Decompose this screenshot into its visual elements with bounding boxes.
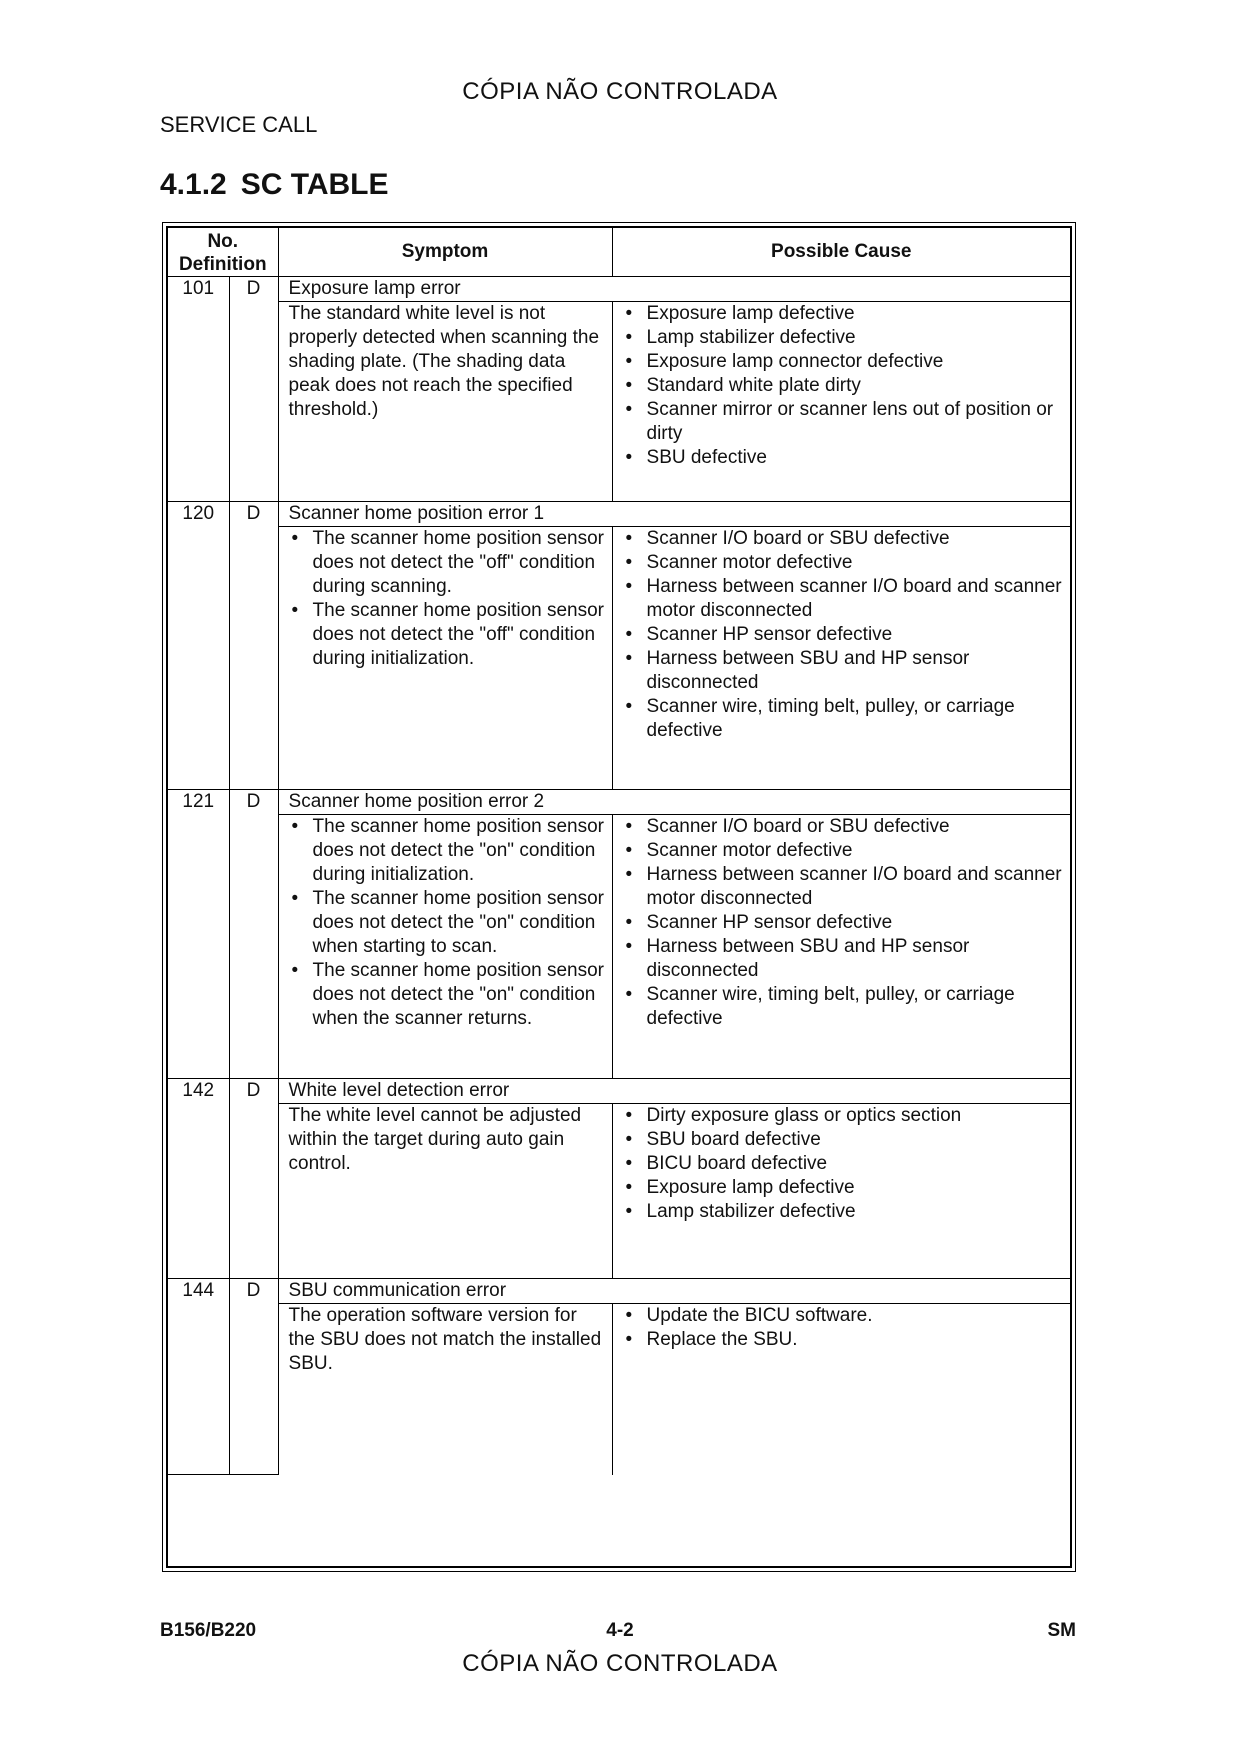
list-item: • Exposure lamp defective bbox=[623, 1176, 1064, 1200]
cause-list bbox=[623, 815, 1064, 1031]
list-item: • Scanner HP sensor defective bbox=[623, 623, 1064, 647]
header-symptom: Symptom bbox=[278, 228, 612, 277]
symptom-cell: The operation software version for the SBU does not match the installed SBU. bbox=[278, 1304, 612, 1475]
list-item: • BICU board defective bbox=[623, 1152, 1064, 1176]
cause-cell bbox=[612, 1104, 1070, 1279]
sc-title: Scanner home position error 2 bbox=[278, 790, 1070, 815]
list-item: • Scanner wire, timing belt, pulley, or carriage defective bbox=[623, 983, 1064, 1031]
cause-list bbox=[623, 527, 1064, 743]
table-row-detail bbox=[168, 1304, 1070, 1475]
sc-code: 121 bbox=[168, 790, 229, 1079]
cause-list bbox=[623, 302, 1064, 470]
section-header: SERVICE CALL bbox=[160, 112, 318, 137]
list-item: • Lamp stabilizer defective bbox=[623, 326, 1064, 350]
list-item: • Scanner mirror or scanner lens out of position or dirty bbox=[623, 398, 1064, 446]
page-title-text: SC TABLE bbox=[240, 168, 389, 201]
list-item: • Scanner motor defective bbox=[623, 551, 1064, 575]
cause-cell bbox=[612, 302, 1070, 502]
list-item: • Lamp stabilizer defective bbox=[623, 1200, 1064, 1224]
sc-title: Scanner home position error 1 bbox=[278, 502, 1070, 527]
list-item: • The scanner home position sensor does not detect the "off" condition during initialization. bbox=[289, 599, 606, 671]
list-item: • Harness between SBU and HP sensor disconnected bbox=[623, 647, 1064, 695]
table-header-row bbox=[168, 228, 1070, 277]
sc-table-frame bbox=[162, 222, 1076, 1572]
list-item: • SBU defective bbox=[623, 446, 1064, 470]
header-definition: Definition bbox=[178, 254, 267, 275]
list-item: • Harness between scanner I/O board and scanner motor disconnected bbox=[623, 575, 1064, 623]
footer-page-number: 4-2 bbox=[606, 1620, 634, 1641]
header-no-definition bbox=[168, 228, 278, 277]
list-item: • The scanner home position sensor does not detect the "on" condition when starting to scan. bbox=[289, 887, 606, 959]
header-no: No. bbox=[207, 231, 239, 252]
list-item: • Scanner HP sensor defective bbox=[623, 911, 1064, 935]
cause-cell bbox=[612, 1304, 1070, 1475]
sc-class: D bbox=[229, 277, 278, 502]
list-item: • Exposure lamp connector defective bbox=[623, 350, 1064, 374]
list-item: • The scanner home position sensor does not detect the "on" condition during initialization. bbox=[289, 815, 606, 887]
sc-class: D bbox=[229, 790, 278, 1079]
table-row bbox=[168, 1279, 1070, 1304]
sc-class: D bbox=[229, 1079, 278, 1279]
table-row bbox=[168, 502, 1070, 527]
sc-class: D bbox=[229, 1279, 278, 1475]
watermark-top: CÓPIA NÃO CONTROLADA bbox=[462, 78, 778, 105]
list-item: • Replace the SBU. bbox=[623, 1328, 1064, 1352]
symptom-cell: The standard white level is not properly detected when scanning the shading plate. (The shading data peak does not reach the specified threshold.) bbox=[278, 302, 612, 502]
list-item: • Scanner I/O board or SBU defective bbox=[623, 815, 1064, 839]
table-row bbox=[168, 790, 1070, 815]
list-item: • Exposure lamp defective bbox=[623, 302, 1064, 326]
sc-title: White level detection error bbox=[278, 1079, 1070, 1104]
symptom-list bbox=[289, 815, 606, 1031]
cause-cell bbox=[612, 815, 1070, 1079]
list-item: • Harness between scanner I/O board and scanner motor disconnected bbox=[623, 863, 1064, 911]
list-item: • The scanner home position sensor does not detect the "on" condition when the scanner returns. bbox=[289, 959, 606, 1031]
table-row-detail bbox=[168, 1104, 1070, 1279]
watermark-bottom: CÓPIA NÃO CONTROLADA bbox=[462, 1650, 778, 1677]
list-item: • Scanner motor defective bbox=[623, 839, 1064, 863]
footer-model: B156/B220 bbox=[160, 1620, 257, 1641]
table-row-detail bbox=[168, 302, 1070, 502]
list-item: • Harness between SBU and HP sensor disconnected bbox=[623, 935, 1064, 983]
sc-code: 120 bbox=[168, 502, 229, 790]
cause-list bbox=[623, 1304, 1064, 1352]
list-item: • Standard white plate dirty bbox=[623, 374, 1064, 398]
symptom-cell bbox=[278, 815, 612, 1079]
cause-list bbox=[623, 1104, 1064, 1224]
sc-code: 101 bbox=[168, 277, 229, 502]
header-cause: Possible Cause bbox=[612, 228, 1070, 277]
cause-cell bbox=[612, 527, 1070, 790]
list-item: • The scanner home position sensor does not detect the "off" condition during scanning. bbox=[289, 527, 606, 599]
page-title bbox=[160, 168, 389, 202]
sc-code: 142 bbox=[168, 1079, 229, 1279]
sc-code: 144 bbox=[168, 1279, 229, 1475]
list-item: • Dirty exposure glass or optics section bbox=[623, 1104, 1064, 1128]
sc-class: D bbox=[229, 502, 278, 790]
list-item: • Scanner I/O board or SBU defective bbox=[623, 527, 1064, 551]
sc-title: SBU communication error bbox=[278, 1279, 1070, 1304]
footer-manual-type: SM bbox=[1047, 1620, 1076, 1641]
symptom-cell: The white level cannot be adjusted within the target during auto gain control. bbox=[278, 1104, 612, 1279]
table-row bbox=[168, 1079, 1070, 1104]
sc-title: Exposure lamp error bbox=[278, 277, 1070, 302]
table-row bbox=[168, 277, 1070, 302]
page-title-number: 4.1.2 bbox=[160, 168, 227, 201]
table-row-detail bbox=[168, 527, 1070, 790]
sc-table bbox=[166, 226, 1072, 1568]
list-item: • Scanner wire, timing belt, pulley, or carriage defective bbox=[623, 695, 1064, 743]
list-item: • SBU board defective bbox=[623, 1128, 1064, 1152]
symptom-cell bbox=[278, 527, 612, 790]
symptom-list bbox=[289, 527, 606, 671]
table-row-detail bbox=[168, 815, 1070, 1079]
list-item: • Update the BICU software. bbox=[623, 1304, 1064, 1328]
